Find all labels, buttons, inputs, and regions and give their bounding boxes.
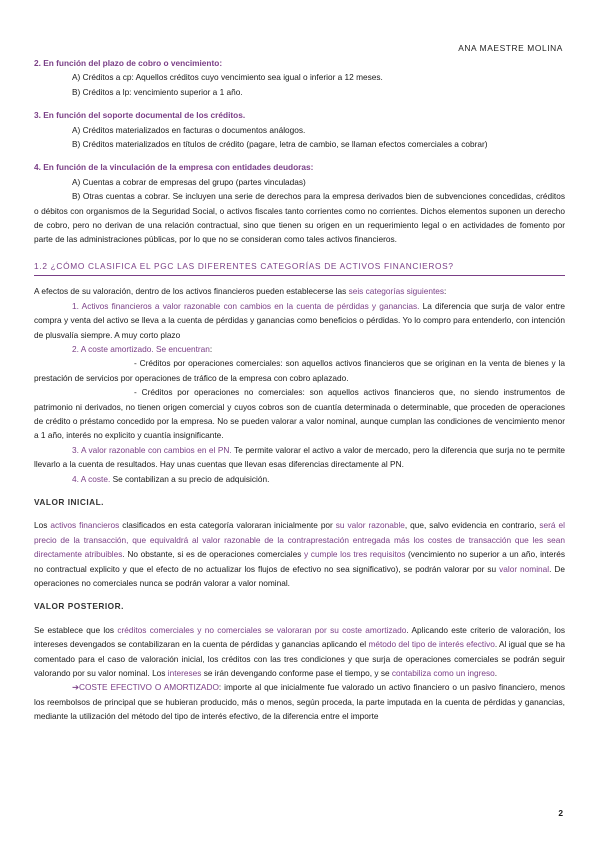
coste-label: COSTE EFECTIVO O AMORTIZADO bbox=[78, 682, 219, 693]
category-3-heading: 3. A valor razonable con cambios en el PN. bbox=[72, 444, 232, 455]
coste-amortizado-definition: ➔COSTE EFECTIVO O AMORTIZADO: importe al que inicialmente fue valorado un activo financiero o un pasivo financiero, menos los reembolsos de principal que se hubieran producido, más o menos, según proceda, la parte imputada en la cuenta de pérdidas y ganancias, mediante la utilización del método del tipo de interés efectivo, de la diferencia entre el importe bbox=[34, 682, 565, 722]
category-4-heading: 4. A coste. bbox=[72, 473, 111, 484]
list4-title: 4. En función de la vinculación de la empresa con entidades deudoras: bbox=[34, 162, 314, 173]
intro-paragraph: A efectos de su valoración, dentro de los activos financieros pueden establecerse las seis categorías siguientes: bbox=[34, 286, 447, 297]
list3-title: 3. En función del soporte documental de los créditos. bbox=[34, 110, 246, 121]
section-divider bbox=[34, 275, 565, 276]
category-2-heading: 2. A coste amortizado. Se encuentran: bbox=[72, 343, 213, 354]
page-content bbox=[34, 56, 565, 724]
category-1-heading: 1. Activos financieros a valor razonable con cambios en la cuenta de pérdidas y ganancias. bbox=[72, 300, 420, 311]
category-1: 1. Activos financieros a valor razonable con cambios en la cuenta de pérdidas y ganancias. La diferencia que surja de valor entre compra y venta del activo se lleva a la cuenta de pérdidas y ganancias como beneficios o pérdidas. Yo lo compro para entenderlo, con intención de plusvalía siempre. A muy corto plazo bbox=[34, 300, 565, 340]
category-2-item-2: - Créditos por operaciones no comerciales: son aquellos activos financieros que, no siendo instrumentos de patrimonio ni derivados, no tienen origen comercial y cuyos cobros son de cuantía determinada o determinable, que proceden de operaciones de crédito o préstamo concedido por la empresa. No se pueden valorar a valor nominal, aunque cumplan las condiciones de vencimiento menor a 1 año, interés no explicito y cuantía insignificante. bbox=[34, 387, 565, 441]
category-3: 3. A valor razonable con cambios en el PN. Te permite valorar el activo a valor de mercado, pero la diferencia que surja no te permite llevarlo a la cuenta de resultados. Hay unas cuentas que llevan esas diferencias directamente al PN. bbox=[34, 444, 565, 470]
list4-item-a: A) Cuentas a cobrar de empresas del grupo (partes vinculadas) bbox=[72, 176, 306, 187]
intro-highlight: seis categorías siguientes bbox=[348, 286, 445, 297]
list2-item-a: A) Créditos a cp: Aquellos créditos cuyo vencimiento sea igual o inferior a 12 meses. bbox=[72, 72, 383, 83]
list3-item-b: B) Créditos materializados en títulos de crédito (pagare, letra de cambio, se llaman efectos comerciales a cobrar) bbox=[72, 139, 488, 150]
valor-posterior-paragraph: Se establece que los créditos comerciales y no comerciales se valoraran por su coste amortizado. Aplicando este criterio de valoración, los intereses devengados se contabilizaran en la cuenta de pérdidas y ganancias aplicando el método del tipo de interés efectivo. Al igual que se ha comentado para el caso de valoración inicial, los créditos con las tres condiciones y que surja de operaciones comerciales se podrán seguir valorando por su valor nominal. Los intereses se irán devengando conforme pase el tiempo, y se contabiliza como un ingreso. bbox=[34, 624, 565, 679]
section-title: 1.2 ¿CÓMO CLASIFICA EL PGC LAS DIFERENTES CATEGORÍAS DE ACTIVOS FINANCIEROS? bbox=[34, 260, 454, 271]
category-4: 4. A coste. Se contabilizan a su precio de adquisición. bbox=[72, 473, 270, 484]
list4-item-b: B) Otras cuentas a cobrar. Se incluyen una serie de derechos para la empresa derivados bien de subvenciones concedidas, créditos o débitos con organismos de la Seguridad Social, o activos fiscales tanto corrientes como no corrientes. Dichos elementos suponen un derecho de cobro, pero no derivan de una relación contractual, sino que tienen su origen en un requerimiento legal o en actividades de fomento por parte de las administraciones públicas, por lo que no se consideran como tales activos financieros. bbox=[34, 191, 565, 245]
list2-item-b: B) Créditos a lp: vencimiento superior a 1 año. bbox=[72, 86, 243, 97]
category-2-item-1: - Créditos por operaciones comerciales: son aquellos activos financieros que se originan en la venta de bienes y la prestación de servicios por operaciones de tráfico de la empresa con cobro aplazado. bbox=[34, 358, 565, 383]
author-header: ANA MAESTRE MOLINA bbox=[458, 43, 563, 53]
valor-inicial-paragraph: Los activos financieros clasificados en esta categoría valoraran inicialmente por su valor razonable, que, salvo evidencia en contrario, será el precio de la transacción, que equivaldrá al valor razonable de la contraprestación entregada más los costes de transacción que les sean directamente atribuibles. No obstante, si es de operaciones comerciales y cumple los tres requisitos (vencimiento no superior a un año, interés no contractual explicito y que el efecto de no actualizar los flujos de efectivo no sea significativo), se podrán valorar por su valor nominal. De operaciones no comerciales nunca se podrán valorar a valor nominal. bbox=[34, 520, 566, 588]
arrow-icon: ➔ bbox=[72, 682, 79, 693]
valor-inicial-title: VALOR INICIAL. bbox=[34, 496, 104, 507]
valor-posterior-title: VALOR POSTERIOR. bbox=[34, 601, 124, 612]
list3-item-a: A) Créditos materializados en facturas o documentos análogos. bbox=[72, 124, 306, 135]
page-number: 2 bbox=[558, 808, 563, 818]
list2-title: 2. En función del plazo de cobro o vencimiento: bbox=[34, 58, 223, 68]
